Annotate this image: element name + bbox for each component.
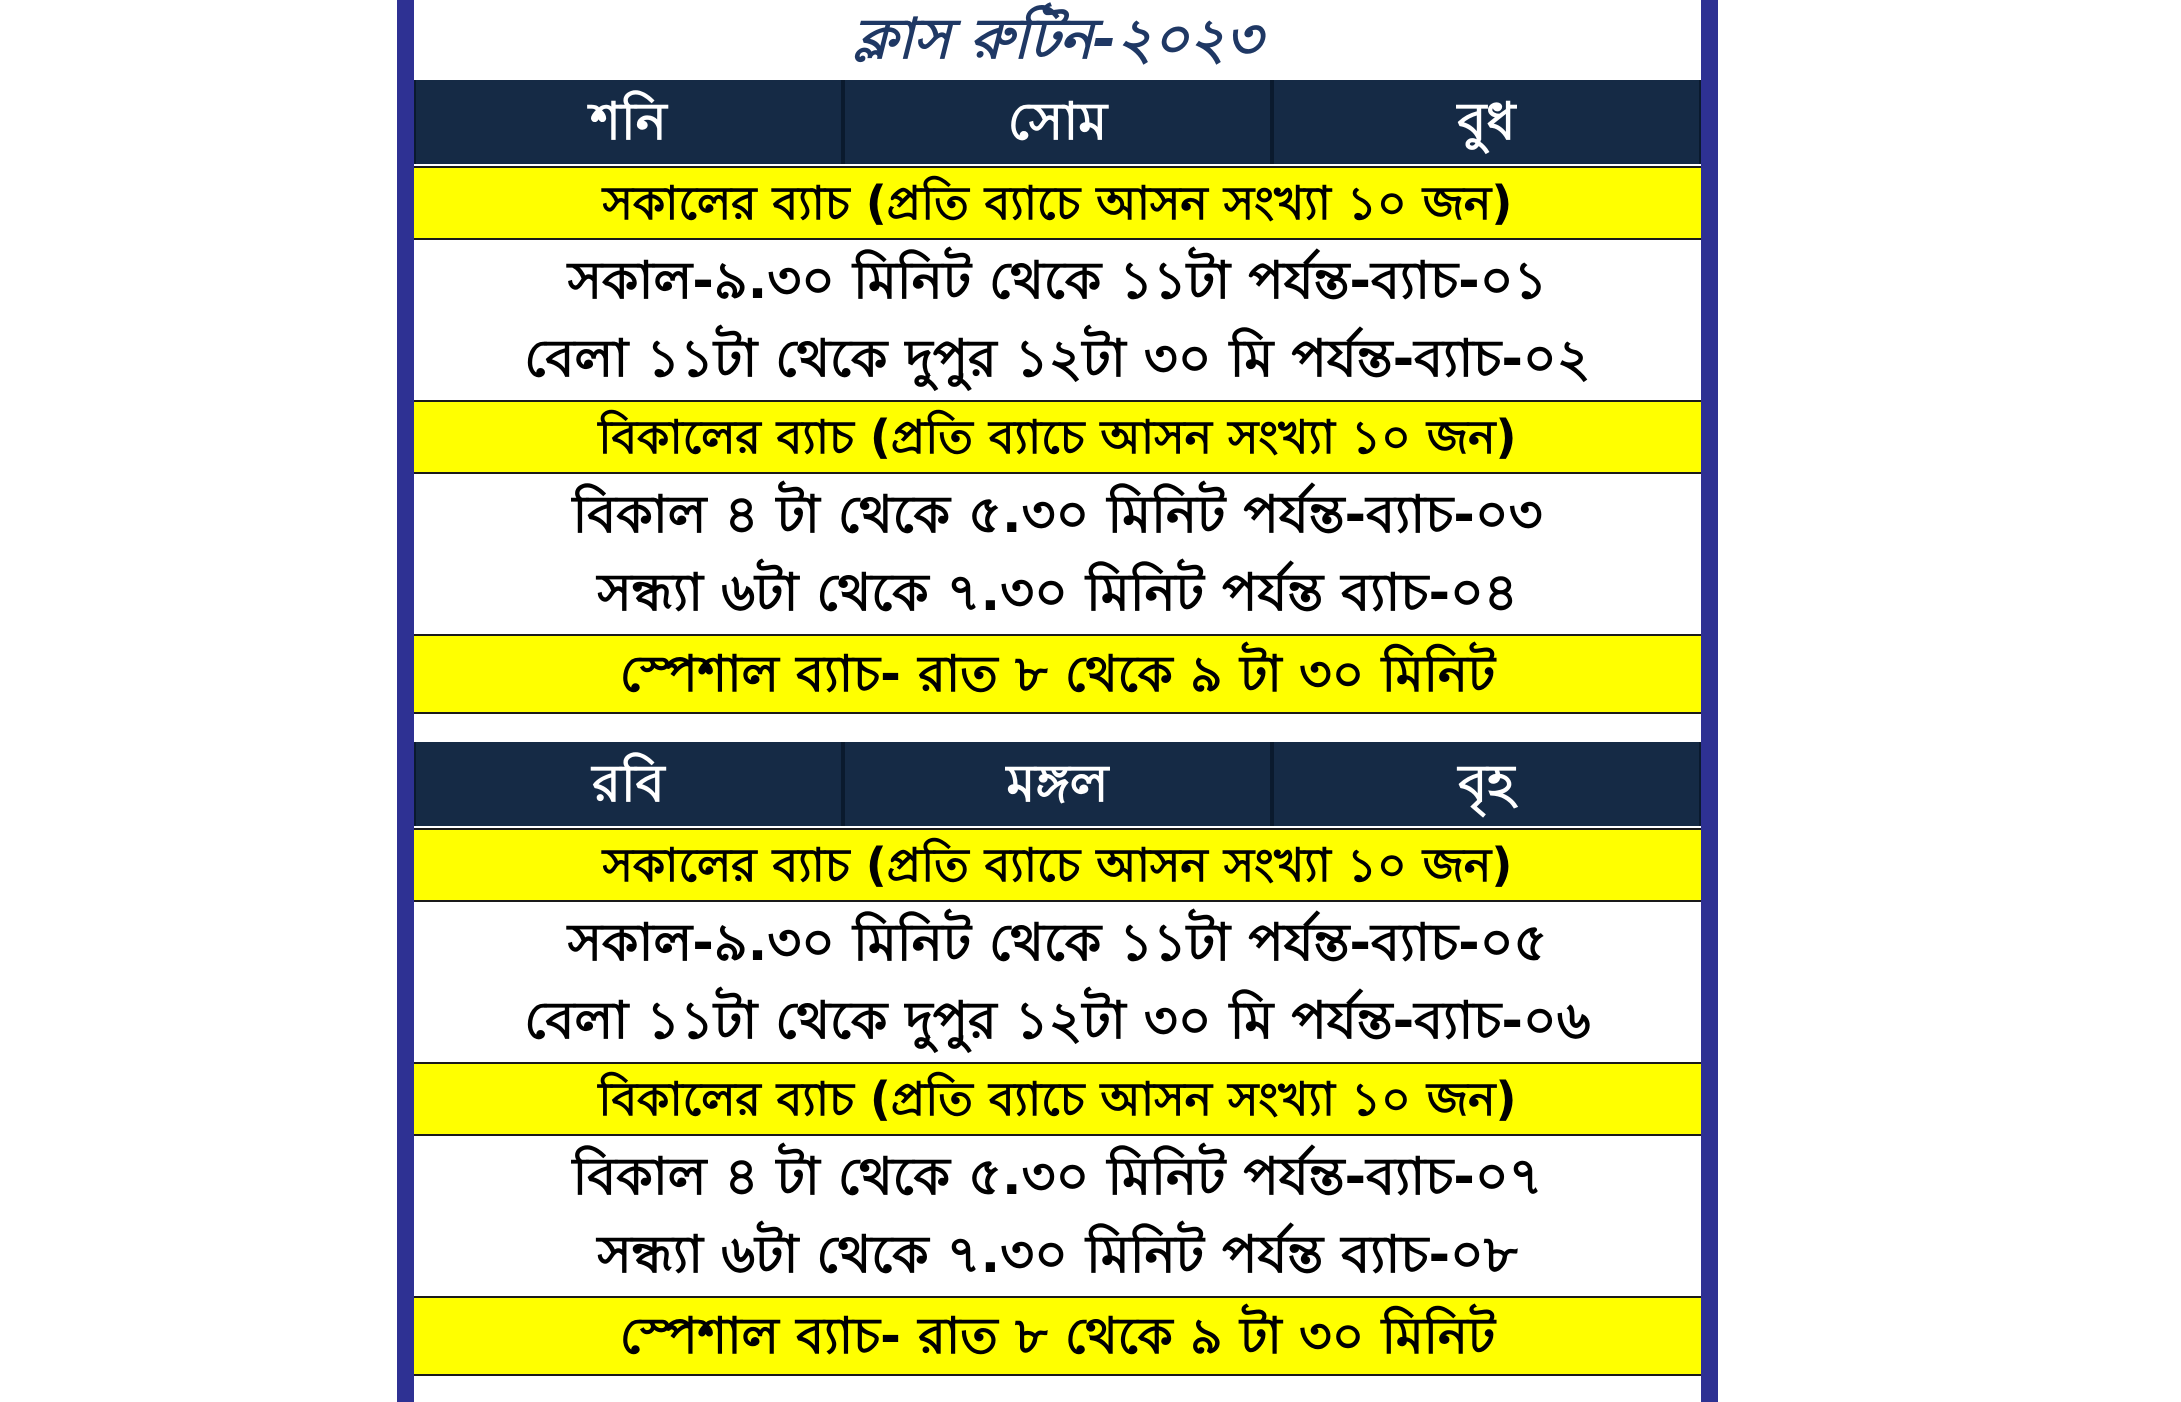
afternoon-batch-header-1: বিকালের ব্যাচ (প্রতি ব্যাচে আসন সংখ্যা ১০ জন) [414, 400, 1701, 474]
time-line: সকাল-৯.৩০ মিনিট থেকে ১১টা পর্যন্ত-ব্যাচ-০১ [567, 251, 1548, 311]
right-border-bar [1701, 0, 1718, 1402]
special-batch-2: স্পেশাল ব্যাচ- রাত ৮ থেকে ৯ টা ৩০ মিনিট [414, 1296, 1701, 1376]
day-monday: সোম [843, 80, 1272, 164]
day-thursday: বৃহ [1272, 742, 1701, 826]
day-header-1 [414, 80, 1701, 164]
time-line: সন্ধ্যা ৬টা থেকে ৭.৩০ মিনিট পর্যন্ত ব্যাচ-০৪ [597, 563, 1518, 623]
morning-times-1 [414, 242, 1701, 398]
afternoon-times-2 [414, 1138, 1701, 1294]
page-title: ক্লাস রুটিন-২০২৩ [853, 7, 1262, 72]
day-wednesday: বুধ [1272, 80, 1701, 164]
time-line: সকাল-৯.৩০ মিনিট থেকে ১১টা পর্যন্ত-ব্যাচ-০৫ [567, 913, 1548, 973]
time-line: বিকাল ৪ টা থেকে ৫.৩০ মিনিট পর্যন্ত-ব্যাচ-০৩ [572, 485, 1543, 545]
routine-sheet [397, 0, 1718, 1402]
day-saturday: শনি [414, 80, 843, 164]
afternoon-times-1 [414, 476, 1701, 632]
time-line: বেলা ১১টা থেকে দুপুর ১২টা ৩০ মি পর্যন্ত-ব্যাচ-০৬ [524, 991, 1591, 1051]
morning-batch-header-2: সকালের ব্যাচ (প্রতি ব্যাচে আসন সংখ্যা ১০ জন) [414, 828, 1701, 902]
day-sunday: রবি [414, 742, 843, 826]
special-batch-1: স্পেশাল ব্যাচ- রাত ৮ থেকে ৯ টা ৩০ মিনিট [414, 634, 1701, 714]
left-border-bar [397, 0, 414, 1402]
morning-batch-header-1: সকালের ব্যাচ (প্রতি ব্যাচে আসন সংখ্যা ১০ জন) [414, 166, 1701, 240]
day-tuesday: মঙ্গল [843, 742, 1272, 826]
time-line: সন্ধ্যা ৬টা থেকে ৭.৩০ মিনিট পর্যন্ত ব্যাচ-০৮ [597, 1225, 1518, 1285]
afternoon-batch-header-2: বিকালের ব্যাচ (প্রতি ব্যাচে আসন সংখ্যা ১০ জন) [414, 1062, 1701, 1136]
day-header-2 [414, 742, 1701, 826]
time-line: বিকাল ৪ টা থেকে ৫.৩০ মিনিট পর্যন্ত-ব্যাচ-০৭ [572, 1147, 1543, 1207]
morning-times-2 [414, 904, 1701, 1060]
time-line: বেলা ১১টা থেকে দুপুর ১২টা ৩০ মি পর্যন্ত-ব্যাচ-০২ [524, 329, 1591, 389]
